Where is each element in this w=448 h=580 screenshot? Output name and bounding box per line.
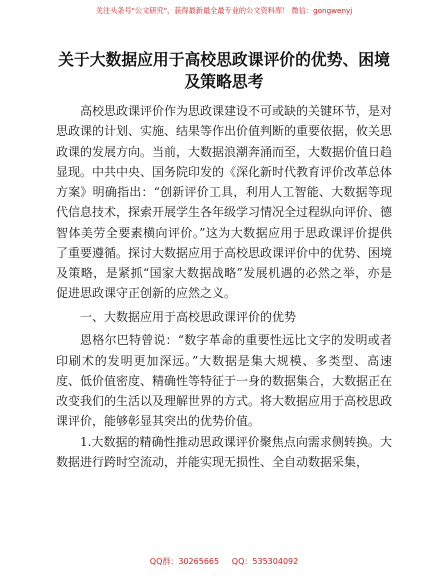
document-body <box>56 101 392 472</box>
header-banner: 关注头条号"公文研究"，获得最新最全最专业的公文资料库！ 微信：gongwenyj <box>95 6 353 15</box>
document-title: 关于大数据应用于高校思政课评价的优势、困境及策略思考 <box>58 50 390 91</box>
body-paragraph: 恩格尔巴特曾说：“数字革命的重要性远比文字的发明或者印刷术的发明更加深远。”大数据是集大规模、多类型、高速度、低价值密度、精确性等特征于一身的数据集合，大数据正在改变我们的生活以及理解世界的方式。将大数据应用于高校思政课评价，能够彰显其突出的优势价值。 <box>56 333 393 429</box>
footer-contact: QQ群：30265665 QQ：535304092 <box>149 557 299 566</box>
subsection-paragraph: 1.大数据的精确性推动思政课评价聚焦点向需求侧转换。大数据进行跨时空流动，并能实现无损性、全自动数据采集， <box>56 434 392 469</box>
section-heading: 一、大数据应用于高校思政课评价的优势 <box>80 310 297 324</box>
intro-paragraph: 高校思政课评价作为思政课建设不可或缺的关键环节，是对思政课的计划、实施、结果等作出价值判断的重要依据，攸关思政课的发展方向。当前，大数据浪潮奔涌而至，大数据价值日趋显现。中共中央、国务院印发的《深化新时代教育评价改革总体方案》明确指出：“创新评价工具，利用人工智能、大数据等现代信息技术，探索开展学生各年级学习情况全过程纵向评价、德智体美劳全要素横向评价。”这为大数据应用于思政课评价提供了重要遵循。探讨大数据应用于高校思政课评价中的优势、困境及策略，是紧抓“国家大数据战略”发展机遇的必然之举，亦是促进思政课守正创新的应然之义。 <box>56 104 393 301</box>
